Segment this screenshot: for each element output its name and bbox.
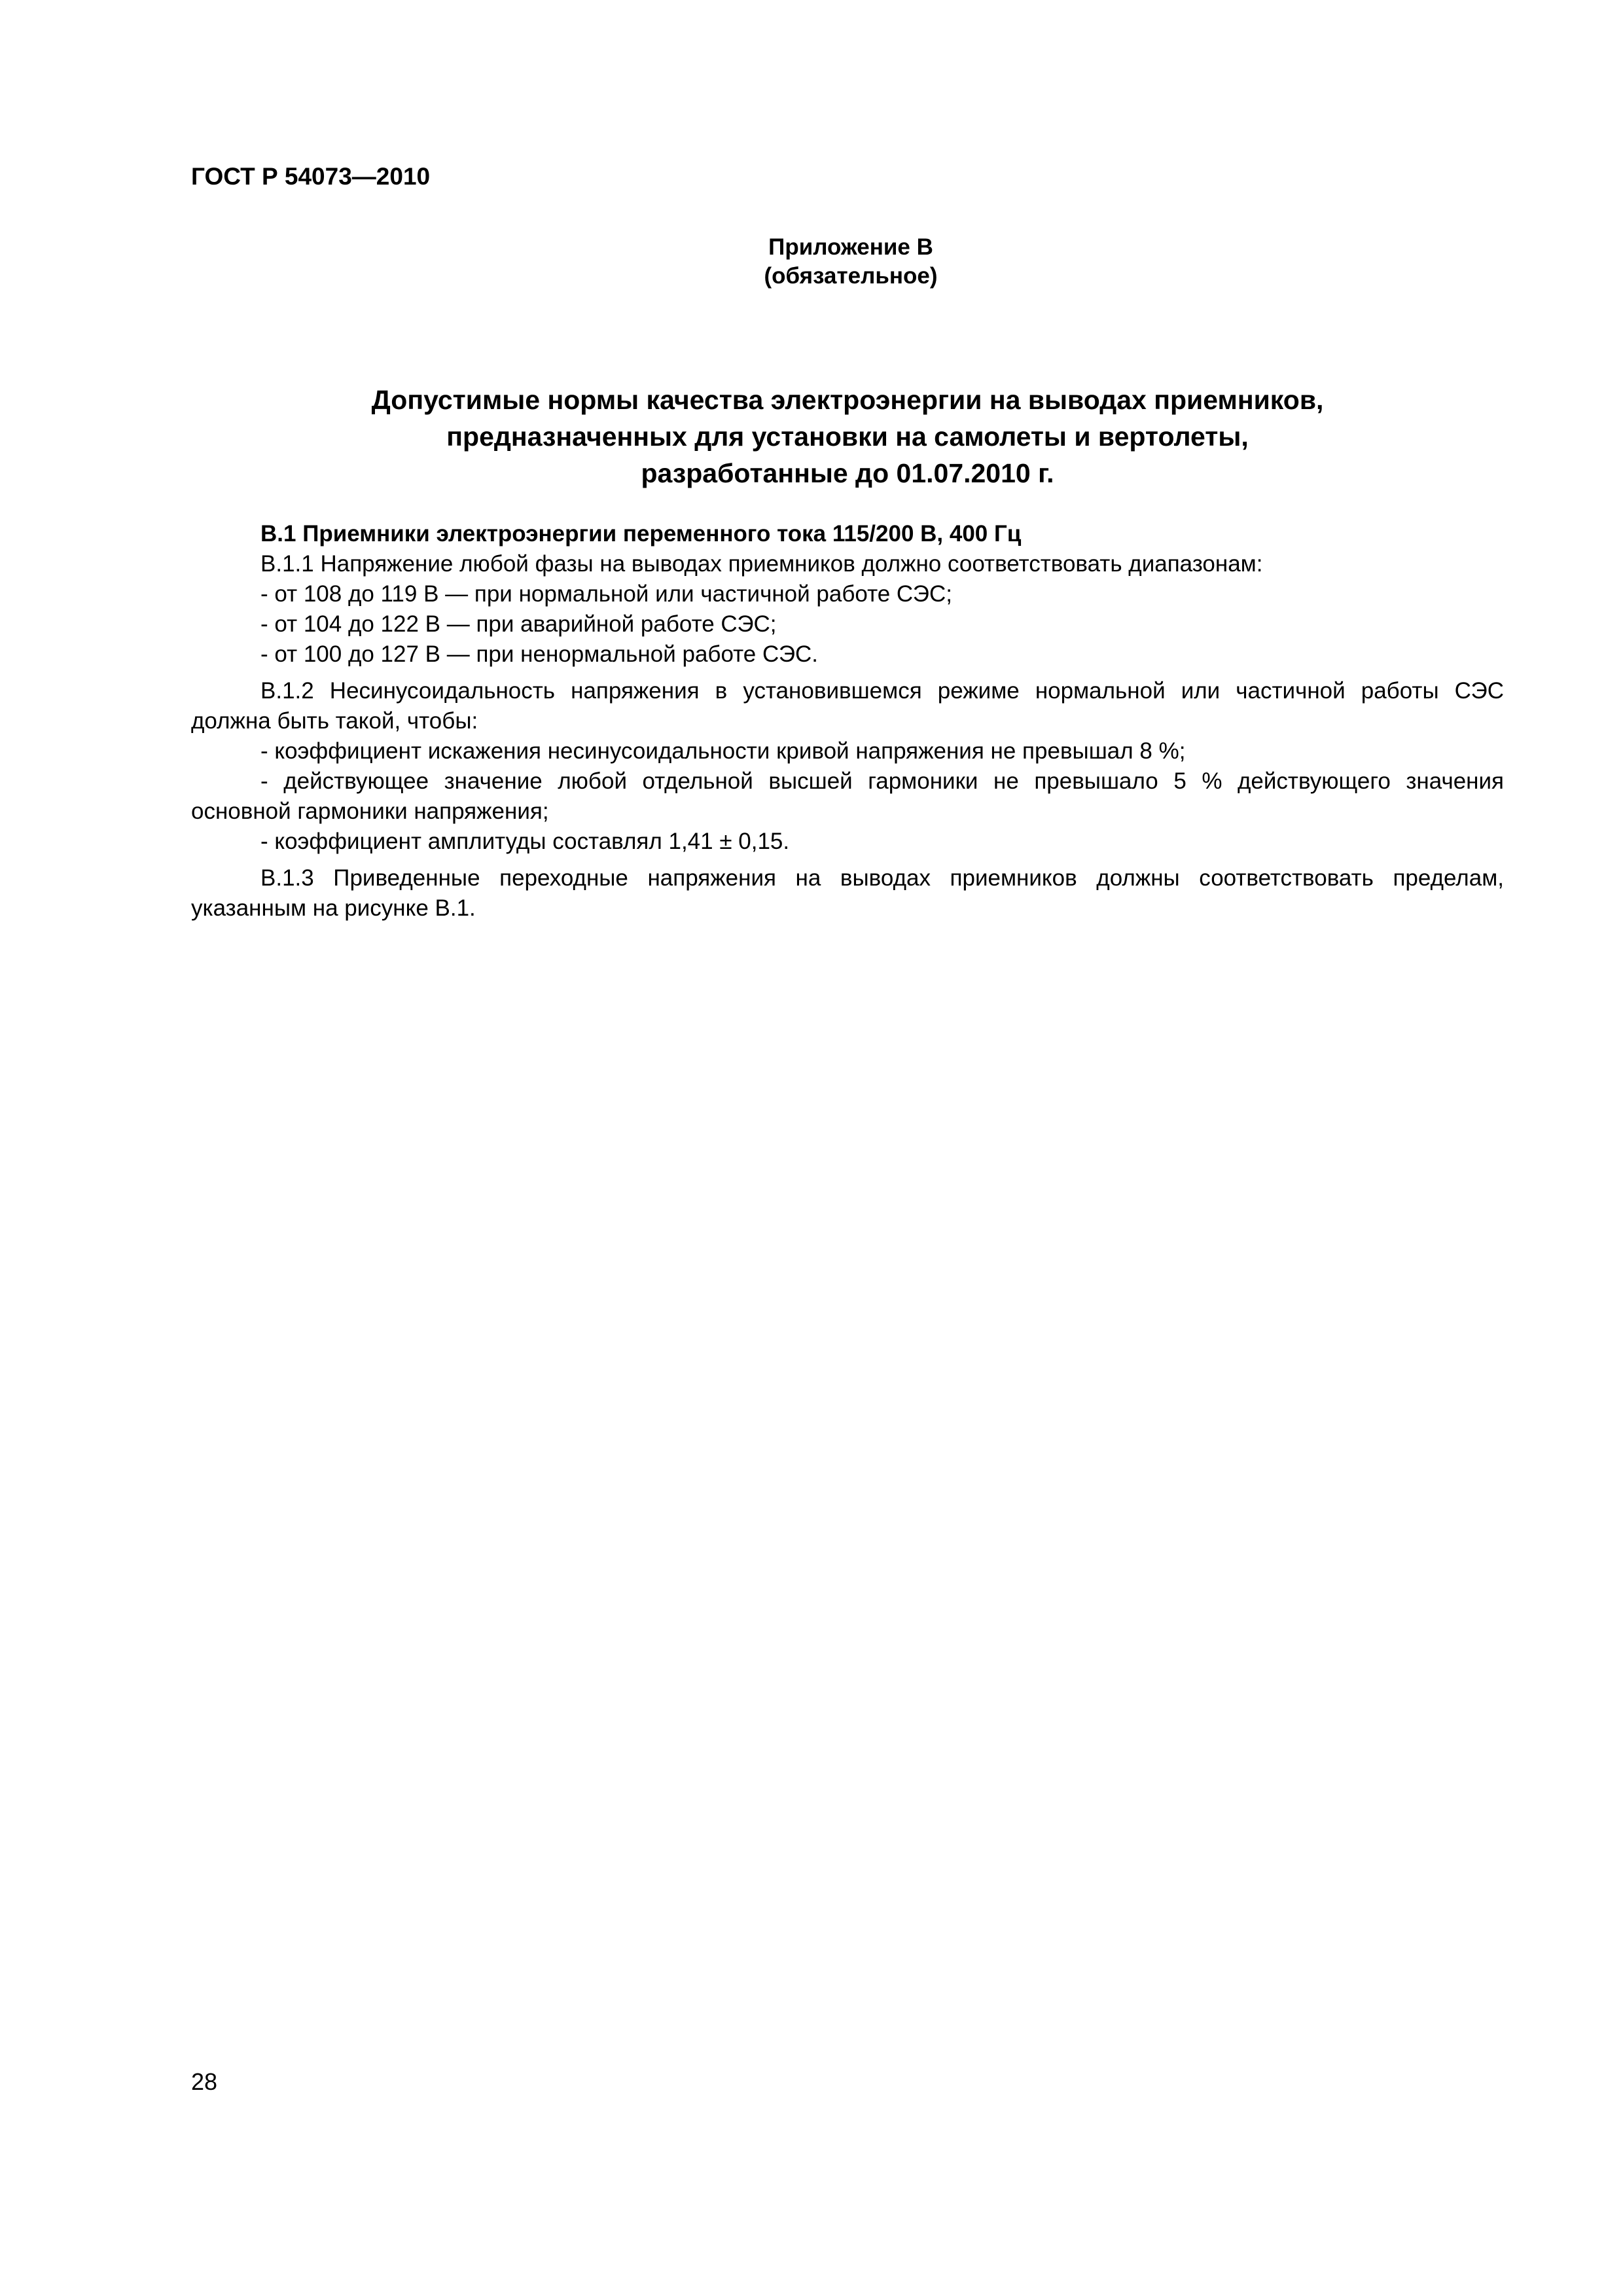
paragraph-b12-line-1: В.1.2 Несинусоидальность напряжения в установившемся режиме нормальной или частичной работы СЭС [260,678,1504,704]
paragraph-b12-line-2: должна быть такой, чтобы: [191,708,478,734]
document-code: ГОСТ Р 54073—2010 [191,163,431,190]
list-item-line-2: основной гармоники напряжения; [191,798,549,824]
appendix-title-line-1: Допустимые нормы качества электроэнергии на выводах приемников, [371,385,1324,415]
appendix-name: Приложение В [768,234,933,260]
paragraph-b13-line-2: указанным на рисунке В.1. [191,895,476,921]
section-b1-heading: В.1 Приемники электроэнергии переменного тока 115/200 В, 400 Гц [260,521,1022,547]
list-item: - от 100 до 127 В — при ненормальной работе СЭС. [260,641,819,667]
paragraph-b13-line-1: В.1.3 Приведенные переходные напряжения на выводах приемников должны соответствовать пределам, [260,865,1504,891]
list-item: - от 104 до 122 В — при аварийной работе СЭС; [260,611,777,637]
page-number: 28 [191,2068,218,2095]
appendix-title-line-2: предназначенных для установки на самолеты и вертолеты, [446,422,1249,452]
list-item: - коэффициент амплитуды составлял 1,41 ± 0,15. [260,829,790,854]
list-item: - от 108 до 119 В — при нормальной или частичной работе СЭС; [260,581,952,607]
list-item-line-1: - действующее значение любой отдельной высшей гармоники не превышало 5 % действующего значения [260,768,1504,794]
appendix-title-line-3: разработанные до 01.07.2010 г. [641,458,1054,488]
paragraph-b11: В.1.1 Напряжение любой фазы на выводах приемников должно соответствовать диапазонам: [260,551,1263,577]
list-item: - коэффициент искажения несинусоидальности кривой напряжения не превышал 8 %; [260,738,1186,764]
appendix-status: (обязательное) [764,263,938,289]
